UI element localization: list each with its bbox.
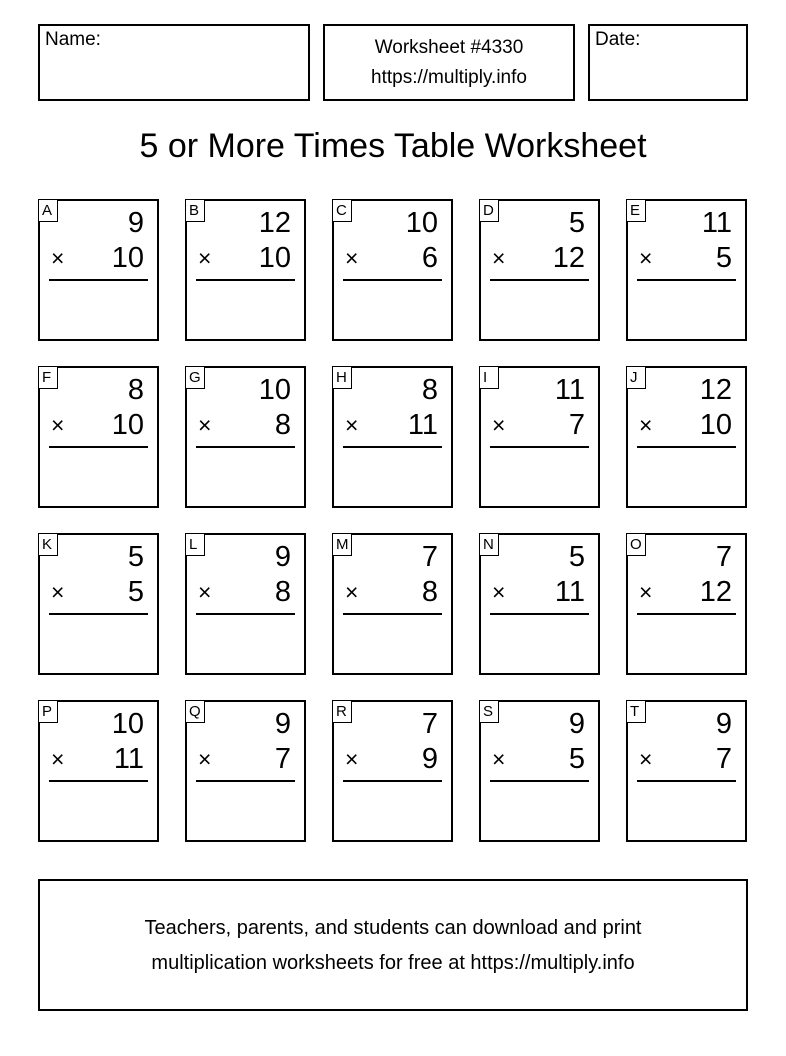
times-icon: × [345, 579, 359, 605]
multiplier: 7 [568, 409, 585, 441]
multiplicand: 8 [127, 374, 144, 406]
footer-line-1: Teachers, parents, and students can download and print [144, 917, 642, 939]
problem-card[interactable] [38, 700, 159, 842]
multiplier: 5 [715, 242, 732, 274]
answer-line [49, 279, 148, 281]
times-icon: × [198, 579, 212, 605]
answer-line [196, 279, 295, 281]
answer-line [490, 279, 589, 281]
problem-label: Q [185, 700, 205, 723]
problem-card[interactable] [185, 366, 306, 508]
times-icon: × [51, 245, 65, 271]
problem-label: H [332, 366, 352, 389]
times-icon: × [639, 245, 653, 271]
times-icon: × [345, 746, 359, 772]
footer-box [38, 879, 748, 1011]
answer-line [196, 780, 295, 782]
times-icon: × [492, 746, 506, 772]
multiplicand: 11 [554, 374, 585, 406]
multiplier: 10 [699, 409, 732, 441]
answer-line [637, 446, 736, 448]
times-icon: × [492, 412, 506, 438]
problem-label: M [332, 533, 352, 556]
multiplicand: 8 [421, 374, 438, 406]
worksheet-number: Worksheet #4330 [374, 37, 524, 58]
problem-card[interactable] [479, 366, 600, 508]
problem-label: A [38, 199, 58, 222]
problem-label: S [479, 700, 499, 723]
problem-card[interactable] [479, 533, 600, 675]
problem-label: N [479, 533, 499, 556]
multiplicand: 10 [111, 708, 144, 740]
problem-card[interactable] [332, 533, 453, 675]
multiplier: 8 [421, 576, 438, 608]
times-icon: × [639, 579, 653, 605]
multiplier: 8 [274, 409, 291, 441]
multiplicand: 9 [568, 708, 585, 740]
multiplicand: 10 [405, 207, 438, 239]
problem-label: I [479, 366, 499, 389]
multiplicand: 12 [258, 207, 291, 239]
multiplicand: 5 [568, 207, 585, 239]
answer-line [637, 780, 736, 782]
answer-line [490, 780, 589, 782]
times-icon: × [51, 746, 65, 772]
problem-label: K [38, 533, 58, 556]
times-icon: × [198, 412, 212, 438]
answer-line [343, 279, 442, 281]
answer-line [343, 613, 442, 615]
problem-label: E [626, 199, 646, 222]
answer-line [49, 446, 148, 448]
times-icon: × [51, 579, 65, 605]
problem-card[interactable] [185, 700, 306, 842]
times-icon: × [492, 245, 506, 271]
multiplicand: 9 [715, 708, 732, 740]
times-icon: × [492, 579, 506, 605]
problem-label: R [332, 700, 352, 723]
multiplier: 6 [421, 242, 438, 274]
page-title: 5 or More Times Table Worksheet [139, 127, 647, 165]
multiplicand: 5 [568, 541, 585, 573]
problem-card[interactable] [332, 366, 453, 508]
problem-card[interactable] [332, 199, 453, 341]
date-field-box[interactable] [588, 24, 748, 101]
multiplier: 5 [568, 743, 585, 775]
problem-label: G [185, 366, 205, 389]
times-icon: × [639, 746, 653, 772]
name-label: Name: [45, 29, 101, 50]
problem-card[interactable] [38, 366, 159, 508]
problem-card[interactable] [626, 700, 747, 842]
answer-line [637, 279, 736, 281]
problem-card[interactable] [38, 199, 159, 341]
answer-line [49, 780, 148, 782]
answer-line [196, 446, 295, 448]
problem-card[interactable] [626, 366, 747, 508]
problem-card[interactable] [479, 199, 600, 341]
multiplier: 7 [715, 743, 732, 775]
multiplicand: 11 [701, 207, 732, 239]
problem-card[interactable] [185, 199, 306, 341]
multiplicand: 7 [715, 541, 732, 573]
problem-label: D [479, 199, 499, 222]
problem-label: F [38, 366, 58, 389]
answer-line [490, 613, 589, 615]
multiplier: 12 [552, 242, 585, 274]
answer-line [343, 780, 442, 782]
multiplicand: 7 [421, 708, 438, 740]
multiplier: 5 [127, 576, 144, 608]
problem-label: C [332, 199, 352, 222]
answer-line [49, 613, 148, 615]
multiplicand: 7 [421, 541, 438, 573]
answer-line [196, 613, 295, 615]
multiplier: 11 [554, 576, 585, 608]
problem-label: B [185, 199, 205, 222]
multiplier: 10 [258, 242, 291, 274]
answer-line [637, 613, 736, 615]
problem-card[interactable] [185, 533, 306, 675]
problem-card[interactable] [626, 199, 747, 341]
worksheet-info-box [323, 24, 575, 101]
multiplicand: 9 [274, 541, 291, 573]
multiplier: 11 [113, 743, 144, 775]
times-icon: × [345, 245, 359, 271]
problem-card[interactable] [332, 700, 453, 842]
multiplier: 7 [274, 743, 291, 775]
multiplier: 12 [699, 576, 732, 608]
answer-line [490, 446, 589, 448]
problem-label: T [626, 700, 646, 723]
problem-card[interactable] [38, 533, 159, 675]
multiplicand: 9 [127, 207, 144, 239]
multiplicand: 5 [127, 541, 144, 573]
multiplicand: 12 [699, 374, 732, 406]
answer-line [343, 446, 442, 448]
problem-grid [38, 199, 748, 843]
multiplicand: 10 [258, 374, 291, 406]
worksheet-url: https://multiply.info [371, 67, 527, 88]
problem-label: L [185, 533, 205, 556]
multiplicand: 9 [274, 708, 291, 740]
multiplier: 10 [111, 409, 144, 441]
times-icon: × [639, 412, 653, 438]
multiplier: 11 [407, 409, 438, 441]
times-icon: × [198, 245, 212, 271]
times-icon: × [51, 412, 65, 438]
footer-line-2: multiplication worksheets for free at https://multiply.info [151, 952, 635, 974]
problem-label: J [626, 366, 646, 389]
problem-label: P [38, 700, 58, 723]
date-label: Date: [595, 29, 641, 50]
multiplier: 9 [421, 743, 438, 775]
problem-card[interactable] [626, 533, 747, 675]
multiplier: 10 [111, 242, 144, 274]
times-icon: × [198, 746, 212, 772]
problem-label: O [626, 533, 646, 556]
name-field-box[interactable] [38, 24, 310, 101]
problem-card[interactable] [479, 700, 600, 842]
multiplier: 8 [274, 576, 291, 608]
times-icon: × [345, 412, 359, 438]
